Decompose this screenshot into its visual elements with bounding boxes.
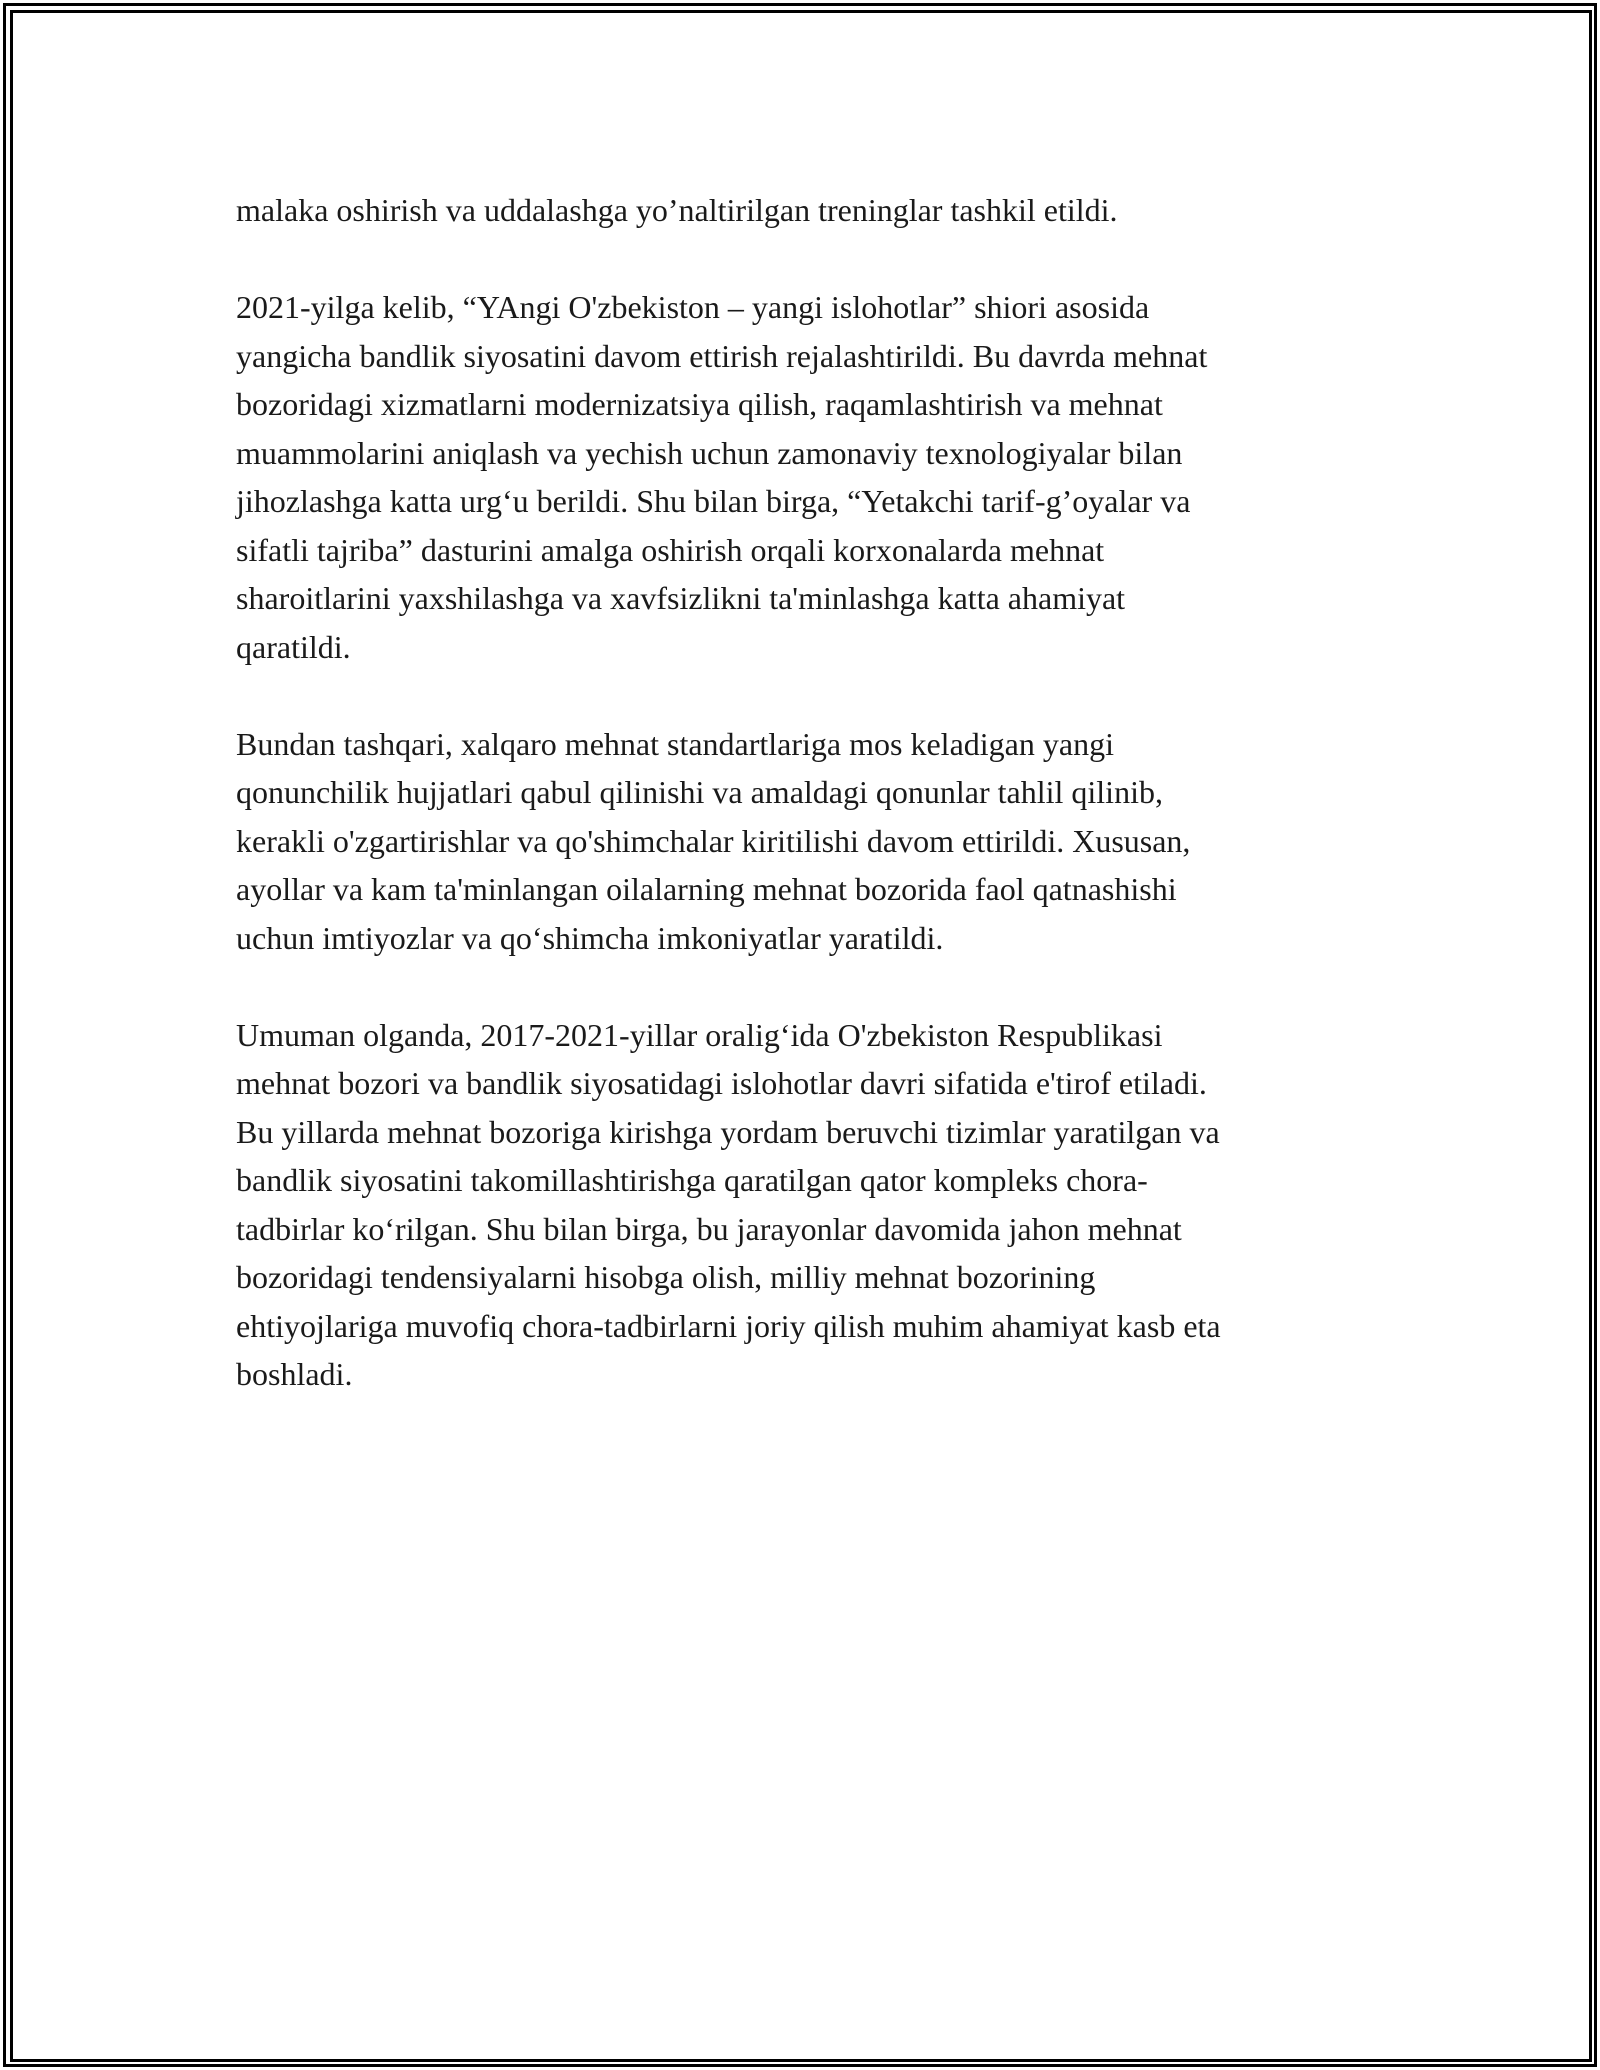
paragraph-3: Bundan tashqari, xalqaro mehnat standartlariga mos keladigan yangi qonunchilik hujjatlari qabul qilinishi va amaldagi qonunlar tahlil qilinib, kerakli o'zgartirishlar va qo'shimchalar kiritilishi davom ettirildi. Xususan, ayollar va kam ta'minlangan oilalarning mehnat bozorida faol qatnashishi uchun imtiyozlar va qo‘shimcha imkoniyatlar yaratildi. [236,725,1191,956]
paragraph-4: Umuman olganda, 2017-2021-yillar oralig‘ida O'zbekiston Respublikasi mehnat bozori va bandlik siyosatidagi islohotlar davri sifatida e'tirof etiladi. Bu yillarda mehnat bozoriga kirishga yordam beruvchi tizimlar yaratilgan va bandlik siyosatini takomillashtirishga qaratilgan qator kompleks chora- tadbirlar ko‘rilgan. Shu bilan birga, bu jarayonlar davomida jahon mehnat bozoridagi tendensiyalarni hisobga olish, milliy mehnat bozorining ehtiyojlariga muvofiq chora-tadbirlarni joriy qilish muhim ahamiyat kasb eta boshladi. [236,1016,1221,1392]
document-body [236,186,1376,1447]
paragraph-2: 2021-yilga kelib, “YAngi O'zbekiston – yangi islohotlar” shiori asosida yangicha bandlik siyosatini davom ettirish rejalashtirildi. Bu davrda mehnat bozoridagi xizmatlarni modernizatsiya qilish, raqamlashtirish va mehnat muammolarini aniqlash va yechish uchun zamonaviy texnologiyalar bilan jihozlashga katta urg‘u berildi. Shu bilan birga, “Yetakchi tarif-g’oyalar va sifatli tajriba” dasturini amalga oshirish orqali korxonalarda mehnat sharoitlarini yaxshilashga va xavfsizlikni ta'minlashga katta ahamiyat qaratildi. [236,289,1208,665]
paragraph-1: malaka oshirish va uddalashga yo’naltirilgan treninglar tashkil etildi. [236,192,1118,228]
